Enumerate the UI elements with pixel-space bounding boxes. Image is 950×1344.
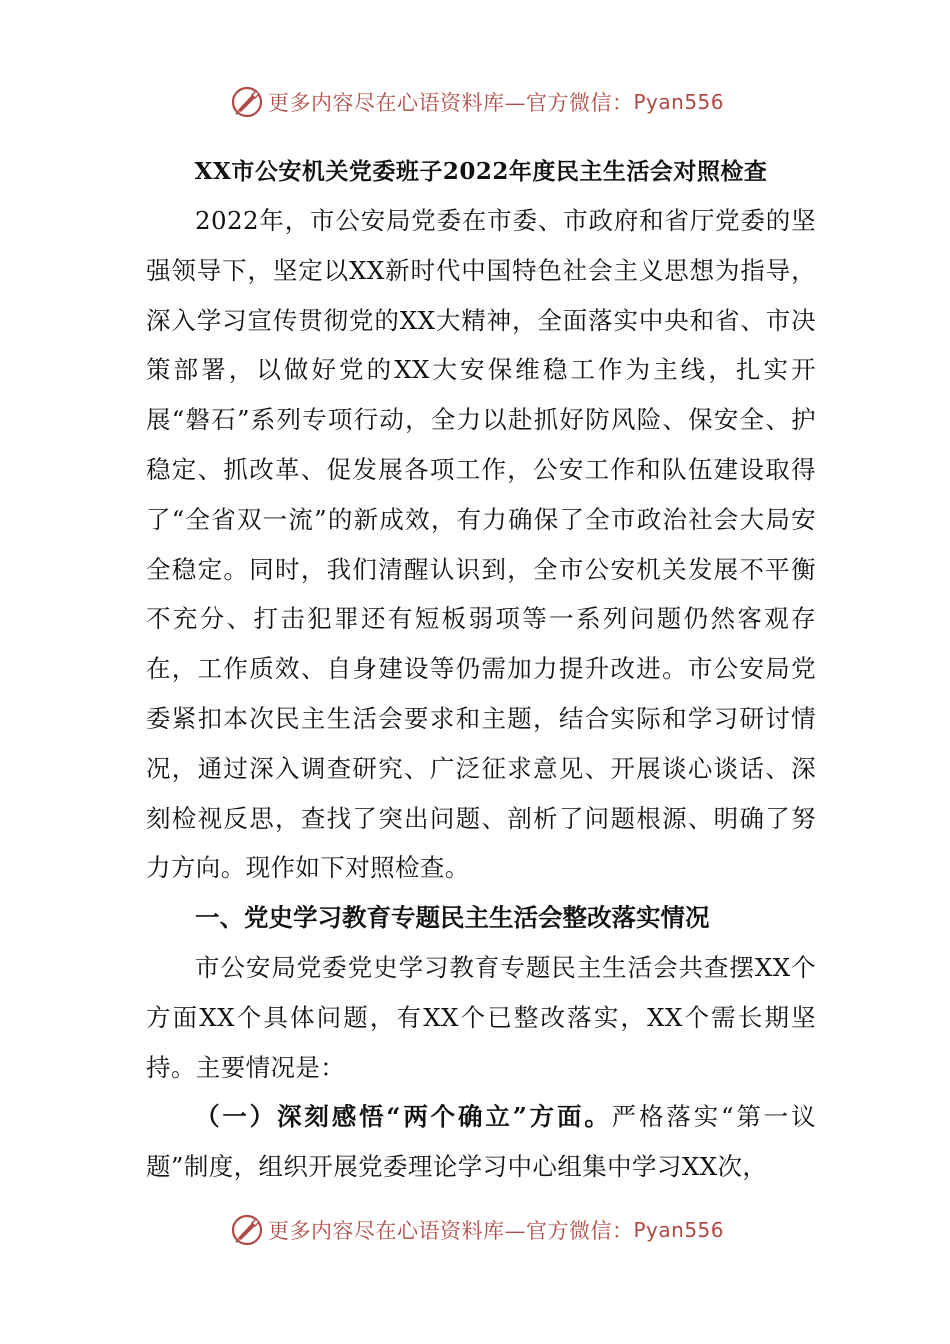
pen-logo-icon — [230, 1213, 264, 1247]
document-title: XX市公安机关党委班子2022年度民主生活会对照检查 — [194, 158, 768, 185]
watermark-wechat-id: Pyan556 — [633, 90, 725, 114]
watermark-text: 更多内容尽在心语资料库—官方微信： — [268, 91, 634, 115]
document-body — [146, 148, 816, 1192]
intro-paragraph: 2022年，市公安局党委在市委、市政府和省厅党委的坚强领导下，坚定以XX新时代中国特色社会主义思想为指导，深入学习宣传贯彻党的XX大精神，全面落实中央和省、市决策部署，以做好党的XX大安保维稳工作为主线，扎实开展“磐石”系列专项行动，全力以赴抓好防风险、保安全、护稳定、抓改革、促发展各项工作，公安工作和队伍建设取得了“全省双一流”的新成效，有力确保了全市政治社会大局安全稳定。同时，我们清醒认识到，全市公安机关发展不平衡不充分、打击犯罪还有短板弱项等一系列问题仍然客观存在，工作质效、自身建设等仍需加力提升改进。市公安局党委紧扣本次民主生活会要求和主题，结合实际和学习研讨情况，通过深入调查研究、广泛征求意见、开展谈心谈话、深刻检视反思，查找了突出问题、剖析了问题根源、明确了努力方向。现作如下对照检查。 — [146, 206, 816, 883]
watermark-banner-top — [230, 82, 724, 122]
pen-logo-icon — [230, 85, 264, 119]
watermark-wechat-id: Pyan556 — [633, 1218, 725, 1242]
subsection-paragraph — [146, 1092, 816, 1192]
section-heading: 一、党史学习教育专题民主生活会整改落实情况 — [195, 903, 710, 933]
subsection-heading: （一）深刻感悟“两个确立”方面。 — [195, 1102, 612, 1132]
subsection-text: 严格落实“第一议题”制度，组织开展党委理论学习中心组集中学习XX次， — [146, 1102, 816, 1182]
section-paragraph: 市公安局党委党史学习教育专题民主生活会共查摆XX个方面XX个具体问题，有XX个已整改落实，XX个需长期坚持。主要情况是： — [146, 952, 816, 1082]
watermark-text: 更多内容尽在心语资料库—官方微信： — [268, 1219, 634, 1243]
watermark-banner-bottom — [230, 1210, 724, 1250]
